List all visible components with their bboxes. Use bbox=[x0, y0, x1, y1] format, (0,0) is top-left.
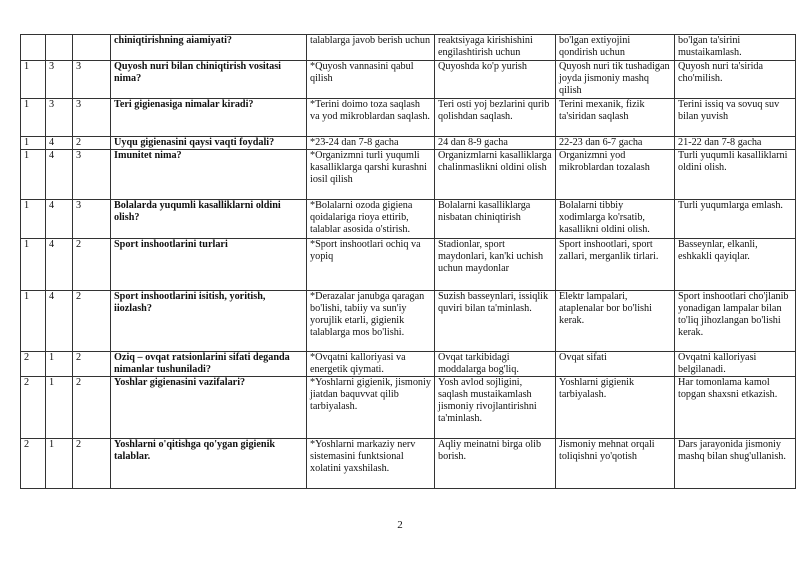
question-cell: Sport inshootlarini turlari bbox=[111, 239, 307, 291]
correct-answer-cell: *23-24 dan 7-8 gacha bbox=[307, 137, 435, 150]
col-points: 2 bbox=[73, 377, 111, 439]
answer-option-2-cell: Bolalarni kasalliklarga nisbatan chiniqtirish bbox=[435, 200, 556, 239]
page-number: 2 bbox=[397, 519, 403, 531]
col-section: 4 bbox=[46, 200, 73, 239]
table-row bbox=[21, 137, 796, 150]
answer-option-2-cell: Quyoshda ko'p yurish bbox=[435, 61, 556, 99]
answer-option-3-cell: Organizmni yod mikroblardan tozalash bbox=[556, 150, 675, 200]
col-points: 3 bbox=[73, 200, 111, 239]
correct-answer-cell: *Ovqatni kalloriyasi va energetik qiymati. bbox=[307, 352, 435, 377]
col-level: 1 bbox=[21, 61, 46, 99]
answer-option-4-cell: Terini issiq va sovuq suv bilan yuvish bbox=[675, 99, 796, 137]
answer-option-4-cell: Quyosh nuri ta'sirida cho'milish. bbox=[675, 61, 796, 99]
col-level bbox=[21, 35, 46, 61]
answer-option-4-cell: Turli yuqumli kasalliklarni oldini olish. bbox=[675, 150, 796, 200]
answer-option-4-cell: Turli yuqumlarga emlash. bbox=[675, 200, 796, 239]
question-cell: Teri gigienasiga nimalar kiradi? bbox=[111, 99, 307, 137]
answer-option-3-cell: Bolalarni tibbiy xodimlarga ko'rsatib, kasallikni oldini olish. bbox=[556, 200, 675, 239]
col-level: 1 bbox=[21, 291, 46, 352]
col-points: 2 bbox=[73, 291, 111, 352]
col-points: 3 bbox=[73, 99, 111, 137]
answer-option-2-cell: reaktsiyaga kirishishini engilashtirish uchun bbox=[435, 35, 556, 61]
question-cell: Quyosh nuri bilan chiniqtirish vositasi nima? bbox=[111, 61, 307, 99]
table-row bbox=[21, 99, 796, 137]
col-points: 2 bbox=[73, 137, 111, 150]
col-level: 1 bbox=[21, 200, 46, 239]
correct-answer-cell: *Yoshlarni markaziy nerv sistemasini funktsional xolatini yaxshilash. bbox=[307, 439, 435, 489]
col-points: 2 bbox=[73, 239, 111, 291]
answer-option-4-cell: Dars jarayonida jismoniy mashq bilan shug'ullanish. bbox=[675, 439, 796, 489]
col-points: 2 bbox=[73, 352, 111, 377]
answer-option-2-cell: Teri osti yoj bezlarini qurib qolishdan saqlash. bbox=[435, 99, 556, 137]
col-section: 1 bbox=[46, 439, 73, 489]
table-row bbox=[21, 35, 796, 61]
answer-option-2-cell: Aqliy meinatni birga olib borish. bbox=[435, 439, 556, 489]
answer-option-3-cell: 22-23 dan 6-7 gacha bbox=[556, 137, 675, 150]
correct-answer-cell: talablarga javob berish uchun bbox=[307, 35, 435, 61]
table-row bbox=[21, 61, 796, 99]
answer-option-3-cell: Ovqat sifati bbox=[556, 352, 675, 377]
answer-option-4-cell: Ovqatni kalloriyasi belgilanadi. bbox=[675, 352, 796, 377]
col-points: 3 bbox=[73, 61, 111, 99]
col-level: 2 bbox=[21, 377, 46, 439]
col-section: 3 bbox=[46, 99, 73, 137]
answer-option-3-cell: Elektr lampalari, ataplenalar bor bo'lishi kerak. bbox=[556, 291, 675, 352]
table-row bbox=[21, 200, 796, 239]
table-row bbox=[21, 150, 796, 200]
answer-option-2-cell: Stadionlar, sport maydonlari, kan'ki uchish uchun maydonlar bbox=[435, 239, 556, 291]
col-points: 3 bbox=[73, 150, 111, 200]
col-section: 4 bbox=[46, 150, 73, 200]
quiz-table bbox=[20, 34, 796, 489]
correct-answer-cell: *Quyosh vannasini qabul qilish bbox=[307, 61, 435, 99]
table-row bbox=[21, 439, 796, 489]
col-level: 1 bbox=[21, 150, 46, 200]
answer-option-3-cell: Terini mexanik, fizik ta'siridan saqlash bbox=[556, 99, 675, 137]
answer-option-2-cell: Yosh avlod sojligini, saqlash mustaikamlash jismoniy rivojlantirishni ta'minlash. bbox=[435, 377, 556, 439]
answer-option-3-cell: bo'lgan extiyojini qondirish uchun bbox=[556, 35, 675, 61]
correct-answer-cell: *Sport inshootlari ochiq va yopiq bbox=[307, 239, 435, 291]
answer-option-2-cell: 24 dan 8-9 gacha bbox=[435, 137, 556, 150]
table-row bbox=[21, 377, 796, 439]
question-cell: Uyqu gigienasini qaysi vaqti foydali? bbox=[111, 137, 307, 150]
answer-option-3-cell: Yoshlarni gigienik tarbiyalash. bbox=[556, 377, 675, 439]
col-level: 2 bbox=[21, 439, 46, 489]
col-section: 1 bbox=[46, 352, 73, 377]
answer-option-3-cell: Quyosh nuri tik tushadigan joyda jismoniy mashq qilish bbox=[556, 61, 675, 99]
answer-option-4-cell: bo'lgan ta'sirini mustaikamlash. bbox=[675, 35, 796, 61]
table-row bbox=[21, 239, 796, 291]
answer-option-3-cell: Sport inshootlari, sport zallari, merganlik tirlari. bbox=[556, 239, 675, 291]
col-level: 2 bbox=[21, 352, 46, 377]
correct-answer-cell: *Organizmni turli yuqumli kasalliklarga qarshi kurashni iosil qilish bbox=[307, 150, 435, 200]
answer-option-4-cell: Basseynlar, elkanli, eshkakli qayiqlar. bbox=[675, 239, 796, 291]
col-points bbox=[73, 35, 111, 61]
quiz-table-body bbox=[21, 35, 796, 489]
correct-answer-cell: *Bolalarni ozoda gigiena qoidalariga rioya ettirib, talablar asosida o'stirish. bbox=[307, 200, 435, 239]
col-section: 4 bbox=[46, 137, 73, 150]
col-section: 4 bbox=[46, 291, 73, 352]
answer-option-4-cell: Sport inshootlari cho'jlanib yonadigan lampalar bilan to'liq jihozlangan bo'lishi kerak. bbox=[675, 291, 796, 352]
question-cell: Oziq – ovqat ratsionlarini sifati deganda nimanlar tushuniladi? bbox=[111, 352, 307, 377]
col-section bbox=[46, 35, 73, 61]
answer-option-2-cell: Ovqat tarkibidagi moddalarga bog'liq. bbox=[435, 352, 556, 377]
question-cell: Yoshlarni o'qitishga qo'ygan gigienik talablar. bbox=[111, 439, 307, 489]
correct-answer-cell: *Derazalar janubga qaragan bo'lishi, tabiiy va sun'iy yorujlik etarli, gigienik talablarga mos bo'lishi. bbox=[307, 291, 435, 352]
table-row bbox=[21, 352, 796, 377]
question-cell: Imunitet nima? bbox=[111, 150, 307, 200]
answer-option-3-cell: Jismoniy mehnat orqali toliqishni yo'qotish bbox=[556, 439, 675, 489]
col-points: 2 bbox=[73, 439, 111, 489]
answer-option-2-cell: Suzish basseynlari, issiqlik quviri bilan ta'minlash. bbox=[435, 291, 556, 352]
answer-option-4-cell: Har tomonlama kamol topgan shaxsni etkazish. bbox=[675, 377, 796, 439]
question-cell: Yoshlar gigienasini vazifalari? bbox=[111, 377, 307, 439]
question-cell: chiniqtirishning aiamiyati? bbox=[111, 35, 307, 61]
correct-answer-cell: *Terini doimo toza saqlash va yod mikroblardan saqlash. bbox=[307, 99, 435, 137]
answer-option-4-cell: 21-22 dan 7-8 gacha bbox=[675, 137, 796, 150]
col-section: 4 bbox=[46, 239, 73, 291]
correct-answer-cell: *Yoshlarni gigienik, jismoniy jiatdan baquvvat qilib tarbiyalash. bbox=[307, 377, 435, 439]
answer-option-2-cell: Organizmlarni kasalliklarga chalinmaslikni oldini olish bbox=[435, 150, 556, 200]
col-section: 1 bbox=[46, 377, 73, 439]
col-level: 1 bbox=[21, 137, 46, 150]
question-cell: Sport inshootlarini isitish, yoritish, iiozlash? bbox=[111, 291, 307, 352]
table-row bbox=[21, 291, 796, 352]
question-cell: Bolalarda yuqumli kasalliklarni oldini olish? bbox=[111, 200, 307, 239]
col-level: 1 bbox=[21, 239, 46, 291]
col-section: 3 bbox=[46, 61, 73, 99]
col-level: 1 bbox=[21, 99, 46, 137]
